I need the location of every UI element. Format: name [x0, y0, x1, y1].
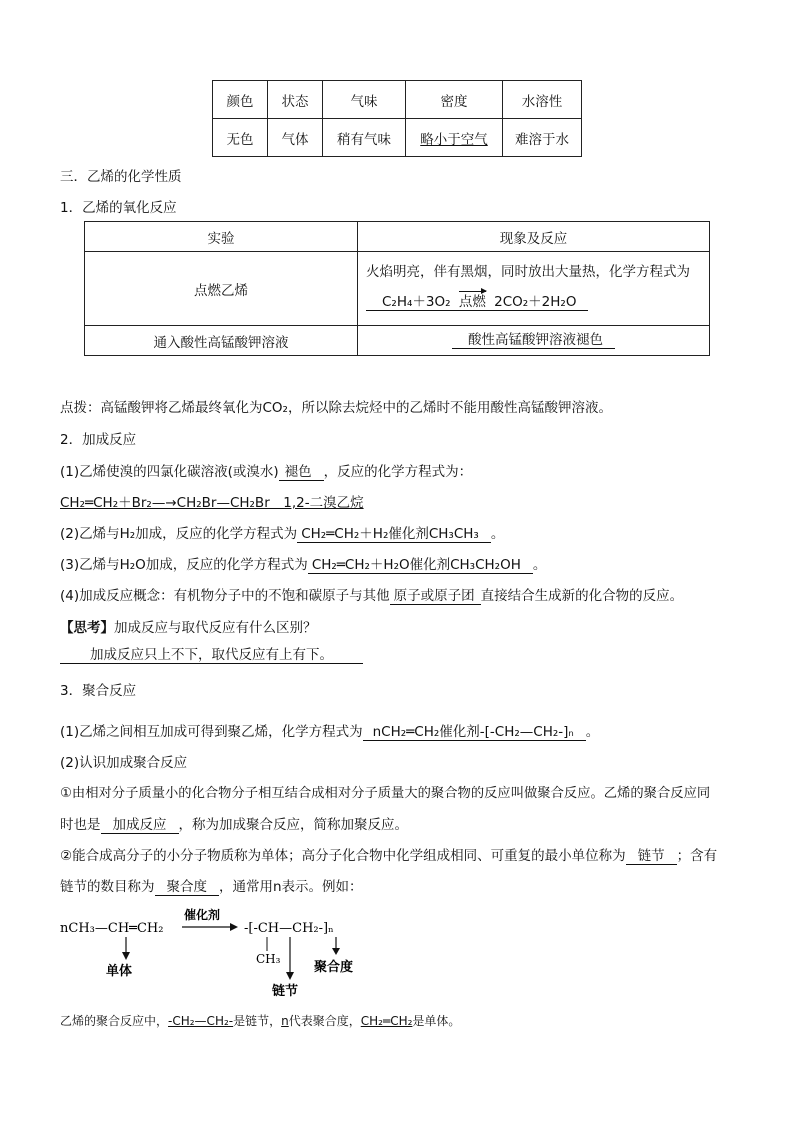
addition-item-1: (1)乙烯使溴的四氯化碳溶液(或溴水) 褪色 ，反应的化学方程式为： — [60, 464, 473, 480]
addition-3-blank: CH₂═CH₂＋H₂O催化剂CH₃CH₂OH — [308, 558, 533, 574]
polymer-para-1a: ①由相对分子质量小的化合物分子相互结合成相对分子质量大的聚合物的反应叫做聚合反应。乙烯的聚合反应同 — [60, 786, 711, 801]
oxidation-table — [84, 221, 710, 356]
final-n: n — [281, 1014, 289, 1028]
value-solubility: 难溶于水 — [503, 119, 582, 157]
diagram-product: -[-CH—CH₂-]ₙ — [244, 921, 334, 936]
polymer-item-2-title: (2)认识加成聚合反应 — [60, 755, 188, 771]
final-monomer: CH₂═CH₂ — [360, 1014, 413, 1028]
think-answer-blank: 加成反应只上不下，取代反应有上有下。 — [60, 648, 363, 664]
diagram-unit: 链节 — [272, 984, 299, 999]
oxid-header-experiment: 实验 — [85, 222, 358, 252]
diagram-monomer: 单体 — [106, 964, 133, 979]
oxid-row1-equation — [366, 294, 709, 311]
polymer-para-2a-blank: 链节 — [626, 849, 677, 865]
value-color: 无色 — [213, 119, 268, 157]
section-title: 三．乙烯的化学性质 — [60, 169, 182, 185]
addition-item-2: (2)乙烯与H₂加成，反应的化学方程式为 CH₂═CH₂＋H₂催化剂CH₃CH₃ 。 — [60, 526, 505, 542]
polymerization-diagram — [60, 905, 380, 1001]
tip-text: 点拨：高锰酸钾将乙烯最终氧化为CO₂，所以除去烷烃中的乙烯时不能用酸性高锰酸钾溶液。 — [60, 400, 612, 416]
unit-arrowhead — [286, 972, 294, 980]
oxid-row2-blank: 酸性高锰酸钾溶液褪色 — [452, 333, 615, 349]
density-value: 略小于空气 — [420, 131, 488, 148]
eq-left: C₂H₄＋3O₂ — [382, 294, 451, 310]
subsection-polymer-title: 3．聚合反应 — [60, 683, 137, 699]
think-question: 【思考】加成反应与取代反应有什么区别？ — [60, 620, 317, 636]
addition-item-4: (4)加成反应概念：有机物分子中的不饱和碳原子与其他 原子或原子团 直接结合生成新的化合物的反应。 — [60, 588, 684, 604]
reaction-arrowhead — [230, 923, 238, 931]
final-unit: -CH₂—CH₂- — [168, 1014, 234, 1028]
diagram-degree: 聚合度 — [314, 960, 354, 975]
header-density: 密度 — [406, 81, 503, 119]
think-answer — [60, 647, 363, 664]
value-odor: 稍有气味 — [323, 119, 406, 157]
polymer-1-blank: nCH₂═CH₂催化剂-[-CH₂—CH₂-]ₙ — [363, 725, 586, 741]
final-note: 乙烯的聚合反应中，-CH₂—CH₂-是链节，n代表聚合度，CH₂═CH₂是单体。 — [60, 1014, 461, 1028]
oxid-row2-phenomenon — [358, 326, 710, 356]
addition-2-blank: CH₂═CH₂＋H₂催化剂CH₃CH₃ — [297, 527, 491, 543]
addition-item-3: (3)乙烯与H₂O加成，反应的化学方程式为 CH₂═CH₂＋H₂O催化剂CH₃CH₂OH 。 — [60, 557, 547, 573]
diagram-reactant: nCH₃—CH═CH₂ — [60, 921, 164, 936]
oxid-row1-experiment: 点燃乙烯 — [85, 252, 358, 326]
think-label: 【思考】 — [60, 620, 114, 636]
value-state: 气体 — [268, 119, 323, 157]
addition-1-blank: 褪色 — [279, 465, 324, 481]
header-color: 颜色 — [213, 81, 268, 119]
diagram-catalyst: 催化剂 — [184, 908, 221, 922]
value-density — [406, 119, 503, 157]
oxid-header-phenomenon: 现象及反应 — [358, 222, 710, 252]
polymer-para-1-blank: 加成反应 — [101, 818, 179, 834]
degree-arrowhead — [332, 948, 340, 955]
oxid-row2-experiment: 通入酸性高锰酸钾溶液 — [85, 326, 358, 356]
oxid-row1-phenomenon — [358, 252, 710, 326]
header-state: 状态 — [268, 81, 323, 119]
polymer-item-1: (1)乙烯之间相互加成可得到聚乙烯，化学方程式为 nCH₂═CH₂催化剂-[-CH₂—CH₂-]ₙ 。 — [60, 724, 600, 740]
subsection-oxidation-title: 1．乙烯的氧化反应 — [60, 200, 177, 216]
polymer-para-2b-blank: 聚合度 — [155, 880, 220, 896]
oxid-row1-text: 火焰明亮，伴有黑烟，同时放出大量热，化学方程式为 — [366, 264, 690, 280]
subsection-addition-title: 2．加成反应 — [60, 432, 137, 448]
eq-condition: 点燃 — [458, 294, 486, 310]
diagram-ch3: CH₃ — [256, 952, 281, 966]
header-solubility: 水溶性 — [503, 81, 582, 119]
properties-table — [212, 80, 582, 157]
eq-right: 2CO₂＋2H₂O — [494, 294, 577, 310]
monomer-arrowhead — [122, 952, 130, 960]
polymer-para-2b: 链节的数目称为 聚合度 ，通常用n表示。例如： — [60, 879, 363, 895]
addition-4-blank: 原子或原子团 — [390, 589, 481, 605]
polymer-para-1b: 时也是 加成反应 ，称为加成聚合反应，简称加聚反应。 — [60, 817, 408, 833]
addition-1-equation: CH₂═CH₂＋Br₂—→CH₂Br—CH₂Br 1,2-二溴乙烷 — [60, 495, 364, 511]
header-odor: 气味 — [323, 81, 406, 119]
polymer-para-2a: ②能合成高分子的小分子物质称为单体；高分子化合物中化学组成相同、可重复的最小单位称为 链节 ；含有 — [60, 848, 718, 864]
